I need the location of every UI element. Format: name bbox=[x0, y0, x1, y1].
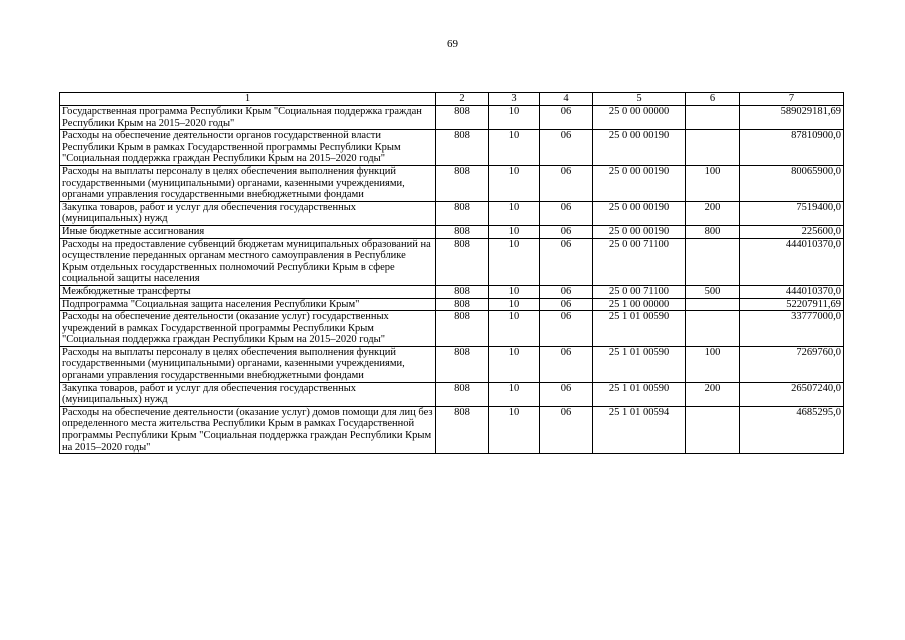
cell-name: Расходы на обеспечение деятельности (оказание услуг) домов помощи для лиц без определенного места жительства Республики Крым в рамках Государственной программы Республики Крым "Социальная поддержка граждан Республики Крым на 2015–2020 годы" bbox=[60, 406, 436, 453]
cell-subsection: 06 bbox=[540, 201, 593, 225]
cell-amount: 225600,0 bbox=[740, 225, 844, 238]
cell-amount: 589029181,69 bbox=[740, 106, 844, 130]
cell-expense-type: 500 bbox=[686, 285, 740, 298]
cell-ministry: 808 bbox=[436, 165, 489, 201]
cell-section: 10 bbox=[489, 238, 540, 285]
cell-subsection: 06 bbox=[540, 311, 593, 347]
cell-name: Закупка товаров, работ и услуг для обеспечения государственных (муниципальных) нужд bbox=[60, 201, 436, 225]
cell-subsection: 06 bbox=[540, 225, 593, 238]
cell-amount: 80065900,0 bbox=[740, 165, 844, 201]
cell-amount: 33777000,0 bbox=[740, 311, 844, 347]
cell-section: 10 bbox=[489, 106, 540, 130]
cell-target: 25 0 00 00190 bbox=[593, 201, 686, 225]
cell-expense-type: 200 bbox=[686, 201, 740, 225]
cell-section: 10 bbox=[489, 298, 540, 311]
table-row bbox=[60, 238, 844, 285]
cell-expense-type bbox=[686, 311, 740, 347]
cell-section: 10 bbox=[489, 285, 540, 298]
cell-target: 25 1 01 00590 bbox=[593, 382, 686, 406]
cell-ministry: 808 bbox=[436, 311, 489, 347]
cell-name: Подпрограмма "Социальная защита населения Республики Крым" bbox=[60, 298, 436, 311]
cell-ministry: 808 bbox=[436, 298, 489, 311]
cell-ministry: 808 bbox=[436, 225, 489, 238]
cell-subsection: 06 bbox=[540, 238, 593, 285]
cell-section: 10 bbox=[489, 130, 540, 166]
cell-target: 25 0 00 71100 bbox=[593, 285, 686, 298]
table-row bbox=[60, 130, 844, 166]
cell-section: 10 bbox=[489, 346, 540, 382]
cell-ministry: 808 bbox=[436, 130, 489, 166]
column-header-target: 5 bbox=[593, 93, 686, 106]
table-row bbox=[60, 298, 844, 311]
column-header-section: 3 bbox=[489, 93, 540, 106]
budget-table bbox=[59, 92, 844, 454]
cell-name: Расходы на предоставление субвенций бюджетам муниципальных образований на осуществление переданных органам местного самоуправления в Республике Крым отдельных государственных полномочий Республики Крым в сфере социальной защиты населения bbox=[60, 238, 436, 285]
cell-target: 25 1 01 00590 bbox=[593, 311, 686, 347]
cell-section: 10 bbox=[489, 311, 540, 347]
cell-name: Расходы на обеспечение деятельности органов государственной власти Республики Крым в рамках Государственной программы Республики Крым "Социальная поддержка граждан Республики Крым на 2015–2020 годы" bbox=[60, 130, 436, 166]
cell-name: Государственная программа Республики Крым "Социальная поддержка граждан Республики Крым на 2015–2020 годы" bbox=[60, 106, 436, 130]
cell-target: 25 0 00 71100 bbox=[593, 238, 686, 285]
table-row bbox=[60, 106, 844, 130]
cell-amount: 444010370,0 bbox=[740, 238, 844, 285]
cell-name: Расходы на выплаты персоналу в целях обеспечения выполнения функций государственными (муниципальными) органами, казенными учреждениями, органами управления государственными внебюджетными фондами bbox=[60, 165, 436, 201]
cell-ministry: 808 bbox=[436, 382, 489, 406]
cell-target: 25 0 00 00190 bbox=[593, 130, 686, 166]
cell-target: 25 1 01 00590 bbox=[593, 346, 686, 382]
cell-ministry: 808 bbox=[436, 106, 489, 130]
table-row bbox=[60, 406, 844, 453]
cell-section: 10 bbox=[489, 165, 540, 201]
cell-subsection: 06 bbox=[540, 106, 593, 130]
cell-amount: 87810900,0 bbox=[740, 130, 844, 166]
cell-section: 10 bbox=[489, 406, 540, 453]
table-row bbox=[60, 225, 844, 238]
cell-amount: 26507240,0 bbox=[740, 382, 844, 406]
cell-amount: 7269760,0 bbox=[740, 346, 844, 382]
page-number: 69 bbox=[447, 38, 458, 50]
cell-expense-type bbox=[686, 298, 740, 311]
cell-amount: 444010370,0 bbox=[740, 285, 844, 298]
column-header-ministry: 2 bbox=[436, 93, 489, 106]
cell-subsection: 06 bbox=[540, 130, 593, 166]
cell-expense-type bbox=[686, 130, 740, 166]
cell-name: Межбюджетные трансферты bbox=[60, 285, 436, 298]
column-header-expense-type: 6 bbox=[686, 93, 740, 106]
column-header-name: 1 bbox=[60, 93, 436, 106]
cell-target: 25 0 00 00190 bbox=[593, 165, 686, 201]
table-row bbox=[60, 285, 844, 298]
table-row bbox=[60, 382, 844, 406]
cell-expense-type: 200 bbox=[686, 382, 740, 406]
cell-target: 25 0 00 00190 bbox=[593, 225, 686, 238]
cell-name: Расходы на обеспечение деятельности (оказание услуг) государственных учреждений в рамках Государственной программы Республики Крым "Социальная поддержка граждан Республики Крым на 2015–2020 годы" bbox=[60, 311, 436, 347]
cell-expense-type: 800 bbox=[686, 225, 740, 238]
table-row bbox=[60, 165, 844, 201]
cell-expense-type bbox=[686, 406, 740, 453]
cell-expense-type bbox=[686, 238, 740, 285]
cell-subsection: 06 bbox=[540, 285, 593, 298]
cell-target: 25 1 01 00594 bbox=[593, 406, 686, 453]
cell-ministry: 808 bbox=[436, 406, 489, 453]
cell-amount: 4685295,0 bbox=[740, 406, 844, 453]
cell-section: 10 bbox=[489, 225, 540, 238]
cell-subsection: 06 bbox=[540, 382, 593, 406]
cell-ministry: 808 bbox=[436, 285, 489, 298]
column-header-subsection: 4 bbox=[540, 93, 593, 106]
cell-name: Иные бюджетные ассигнования bbox=[60, 225, 436, 238]
cell-name: Расходы на выплаты персоналу в целях обеспечения выполнения функций государственными (муниципальными) органами, казенными учреждениями, органами управления государственными внебюджетными фондами bbox=[60, 346, 436, 382]
cell-target: 25 1 00 00000 bbox=[593, 298, 686, 311]
cell-expense-type bbox=[686, 106, 740, 130]
cell-subsection: 06 bbox=[540, 298, 593, 311]
cell-subsection: 06 bbox=[540, 165, 593, 201]
cell-subsection: 06 bbox=[540, 346, 593, 382]
cell-amount: 52207911,69 bbox=[740, 298, 844, 311]
cell-target: 25 0 00 00000 bbox=[593, 106, 686, 130]
cell-subsection: 06 bbox=[540, 406, 593, 453]
cell-amount: 7519400,0 bbox=[740, 201, 844, 225]
cell-expense-type: 100 bbox=[686, 346, 740, 382]
column-header-amount: 7 bbox=[740, 93, 844, 106]
cell-section: 10 bbox=[489, 201, 540, 225]
cell-section: 10 bbox=[489, 382, 540, 406]
table-row bbox=[60, 201, 844, 225]
cell-ministry: 808 bbox=[436, 238, 489, 285]
cell-ministry: 808 bbox=[436, 201, 489, 225]
cell-name: Закупка товаров, работ и услуг для обеспечения государственных (муниципальных) нужд bbox=[60, 382, 436, 406]
table-row bbox=[60, 346, 844, 382]
cell-expense-type: 100 bbox=[686, 165, 740, 201]
table-row bbox=[60, 311, 844, 347]
table-header-row bbox=[60, 93, 844, 106]
cell-ministry: 808 bbox=[436, 346, 489, 382]
